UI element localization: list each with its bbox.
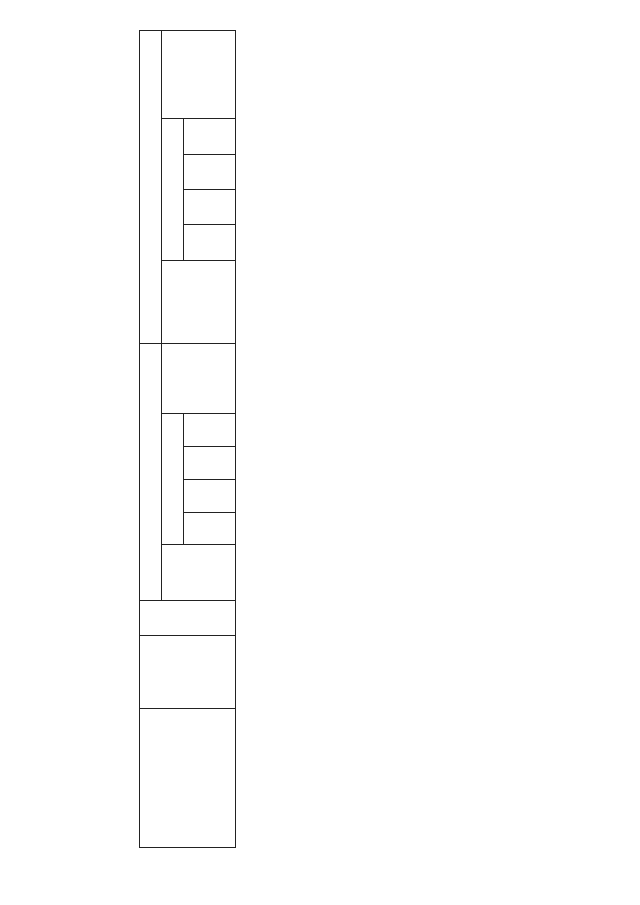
col-tariff-type [140, 636, 236, 709]
col-pressure-7-13 [184, 447, 236, 480]
col-pressure-over-13 [184, 119, 236, 154]
col-year [140, 600, 236, 635]
col-pressure-over-13 [184, 414, 236, 447]
col-pressure-2-5-7 [184, 189, 236, 224]
col-pressure-1-2-5 [184, 225, 236, 260]
col-steam-2 [162, 119, 184, 260]
col-pressure-2-5-7 [184, 479, 236, 512]
col-steam-1 [162, 414, 184, 545]
col-pressure-1-2-5 [184, 512, 236, 545]
col-org [140, 709, 236, 848]
col-sharp-steam-2 [162, 31, 236, 119]
tariff-table [139, 30, 236, 848]
col-period-2 [140, 31, 162, 344]
col-period-1 [140, 343, 162, 600]
col-water-1 [162, 545, 236, 600]
col-sharp-steam-1 [162, 343, 236, 414]
col-pressure-7-13 [184, 154, 236, 189]
col-water-2 [162, 260, 236, 343]
